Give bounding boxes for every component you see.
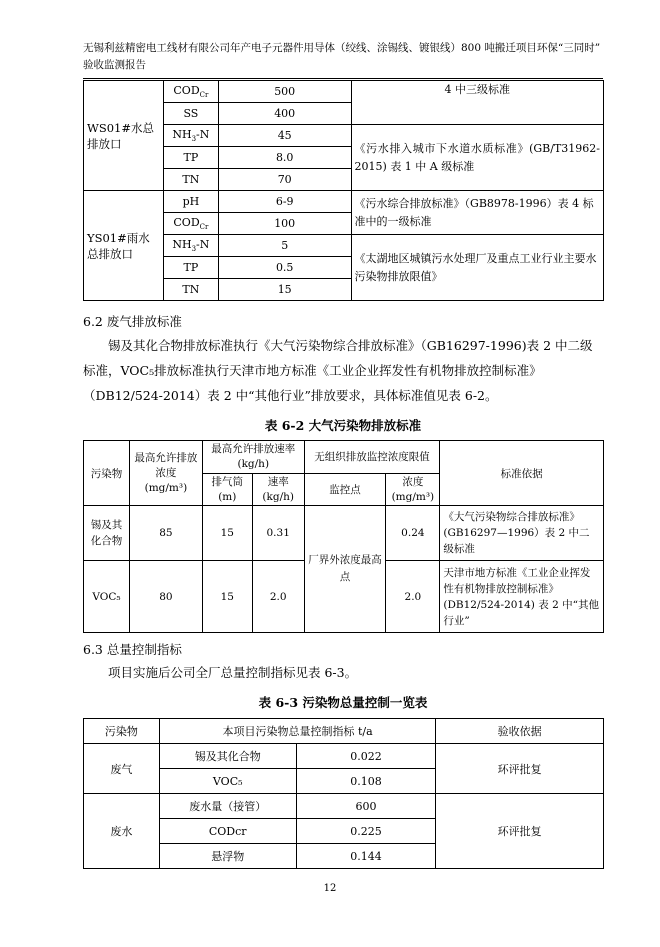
item-cell: $COD_{Cr}$ (163, 213, 218, 235)
stack-cell: 15 (202, 506, 252, 561)
value-cell: 6-9 (218, 191, 351, 213)
std-cell: 《污水排入城市下水道水质标准》(GB/T31962-2015) 表 1 中 A 级标准 (351, 125, 603, 191)
value-cell: 600 (296, 794, 436, 819)
header-rate: 最高允许排放速率(kg/h) (202, 441, 304, 474)
header-speed: 速率(kg/h) (252, 474, 304, 506)
outlet-ws01: WS01#水总排放口 (84, 81, 164, 191)
header-total: 本项目污染物总量控制指标 t/a (159, 719, 436, 744)
basis-cell: 环评批复 (436, 794, 604, 869)
value-cell: 70 (218, 169, 351, 191)
pollutant-cell: 锡及其化合物 (84, 506, 130, 561)
stack-cell: 15 (202, 561, 252, 633)
header-basis: 标准依据 (440, 441, 604, 506)
rate-cell: 2.0 (252, 561, 304, 633)
header-pollutant: 污染物 (84, 719, 160, 744)
outlet-ys01: YS01#雨水总排放口 (84, 191, 164, 301)
value-cell: 0.144 (296, 844, 436, 869)
item-cell: 悬浮物 (159, 844, 296, 869)
value-cell: 100 (218, 213, 351, 235)
page-header (83, 40, 603, 74)
category-gas: 废气 (84, 744, 160, 794)
section-6-2-heading: 6.2 废气排放标准 (83, 314, 182, 329)
item-cell: pH (163, 191, 218, 213)
conc-cell: 85 (129, 506, 202, 561)
item-cell: $NH_3-N$ (163, 125, 218, 147)
item-cell: 废水量（接管） (159, 794, 296, 819)
pollutant-cell: VOC₅ (84, 561, 130, 633)
item-cell: TN (163, 169, 218, 191)
rate-cell: 0.31 (252, 506, 304, 561)
header-line1: 无锡利兹精密电工线材有限公司年产电子元器件用导体（绞线、涂锡线、镀银线）800 吨搬迁项目环保“三同时” (83, 42, 601, 54)
limit-cell: 0.24 (386, 506, 440, 561)
value-cell: 8.0 (218, 147, 351, 169)
header-line2: 验收监测报告 (83, 59, 146, 71)
item-cell: CODcr (159, 819, 296, 844)
value-cell: 5 (218, 235, 351, 257)
value-cell: 500 (218, 81, 351, 103)
item-cell: $COD_{Cr}$ (163, 81, 218, 103)
air-standard-table (83, 440, 604, 633)
header-rule (83, 78, 603, 79)
header-point: 监控点 (304, 474, 386, 506)
value-cell: 0.108 (296, 769, 436, 794)
header-unorganized: 无组织排放监控浓度限值 (304, 441, 440, 474)
section-6-2-paragraph: 锡及其化合物排放标准执行《大气污染物综合排放标准》（GB16297-1996)表 2 中二级标准，VOC₅排放标准执行天津市地方标准《工业企业挥发性有机物排放控制标准》（DB12/524-2014）表 2 中“其他行业”排放要求，具体标准值见表 6-2。 (83, 338, 593, 403)
item-cell: 锡及其化合物 (159, 744, 296, 769)
header-conc: 浓度(mg/m³) (386, 474, 440, 506)
item-cell: TN (163, 279, 218, 301)
item-cell: SS (163, 103, 218, 125)
std-cell: 4 中三级标准 (351, 81, 603, 125)
item-cell: VOC₅ (159, 769, 296, 794)
item-cell: TP (163, 147, 218, 169)
value-cell: 15 (218, 279, 351, 301)
total-control-table (83, 718, 604, 869)
value-cell: 0.225 (296, 819, 436, 844)
basis-cell: 环评批复 (436, 744, 604, 794)
page-number: 12 (323, 883, 337, 894)
conc-cell: 80 (129, 561, 202, 633)
basis-cell: 《大气污染物综合排放标准》(GB16297—1996）表 2 中二级标准 (440, 506, 604, 561)
table-6-3-title: 表 6-3 污染物总量控制一览表 (258, 695, 428, 710)
value-cell: 45 (218, 125, 351, 147)
table-6-2-title: 表 6-2 大气污染物排放标准 (264, 418, 422, 433)
section-6-3-heading: 6.3 总量控制指标 (83, 642, 182, 657)
item-cell: TP (163, 257, 218, 279)
item-cell: $NH_3-N$ (163, 235, 218, 257)
monitor-point-cell: 厂界外浓度最高点 (304, 506, 386, 633)
header-pollutant: 污染物 (84, 441, 130, 506)
value-cell: 0.022 (296, 744, 436, 769)
limit-cell: 2.0 (386, 561, 440, 633)
header-basis: 验收依据 (436, 719, 604, 744)
category-water: 废水 (84, 794, 160, 869)
value-cell: 400 (218, 103, 351, 125)
water-standard-table (83, 80, 604, 301)
value-cell: 0.5 (218, 257, 351, 279)
header-stack: 排气筒(m) (202, 474, 252, 506)
std-cell: 《太湖地区城镇污水处理厂及重点工业行业主要水污染物排放限值》 (351, 235, 603, 301)
std-cell: 《污水综合排放标准》（GB8978-1996）表 4 标准中的一级标准 (351, 191, 603, 235)
section-6-3-paragraph: 项目实施后公司全厂总量控制指标见表 6-3。 (108, 665, 358, 680)
header-max-conc: 最高允许排放浓度 (mg/m³) (129, 441, 202, 506)
basis-cell: 天津市地方标准《工业企业挥发性有机物排放控制标准》(DB12/524-2014) 表 2 中“其他行业” (440, 561, 604, 633)
